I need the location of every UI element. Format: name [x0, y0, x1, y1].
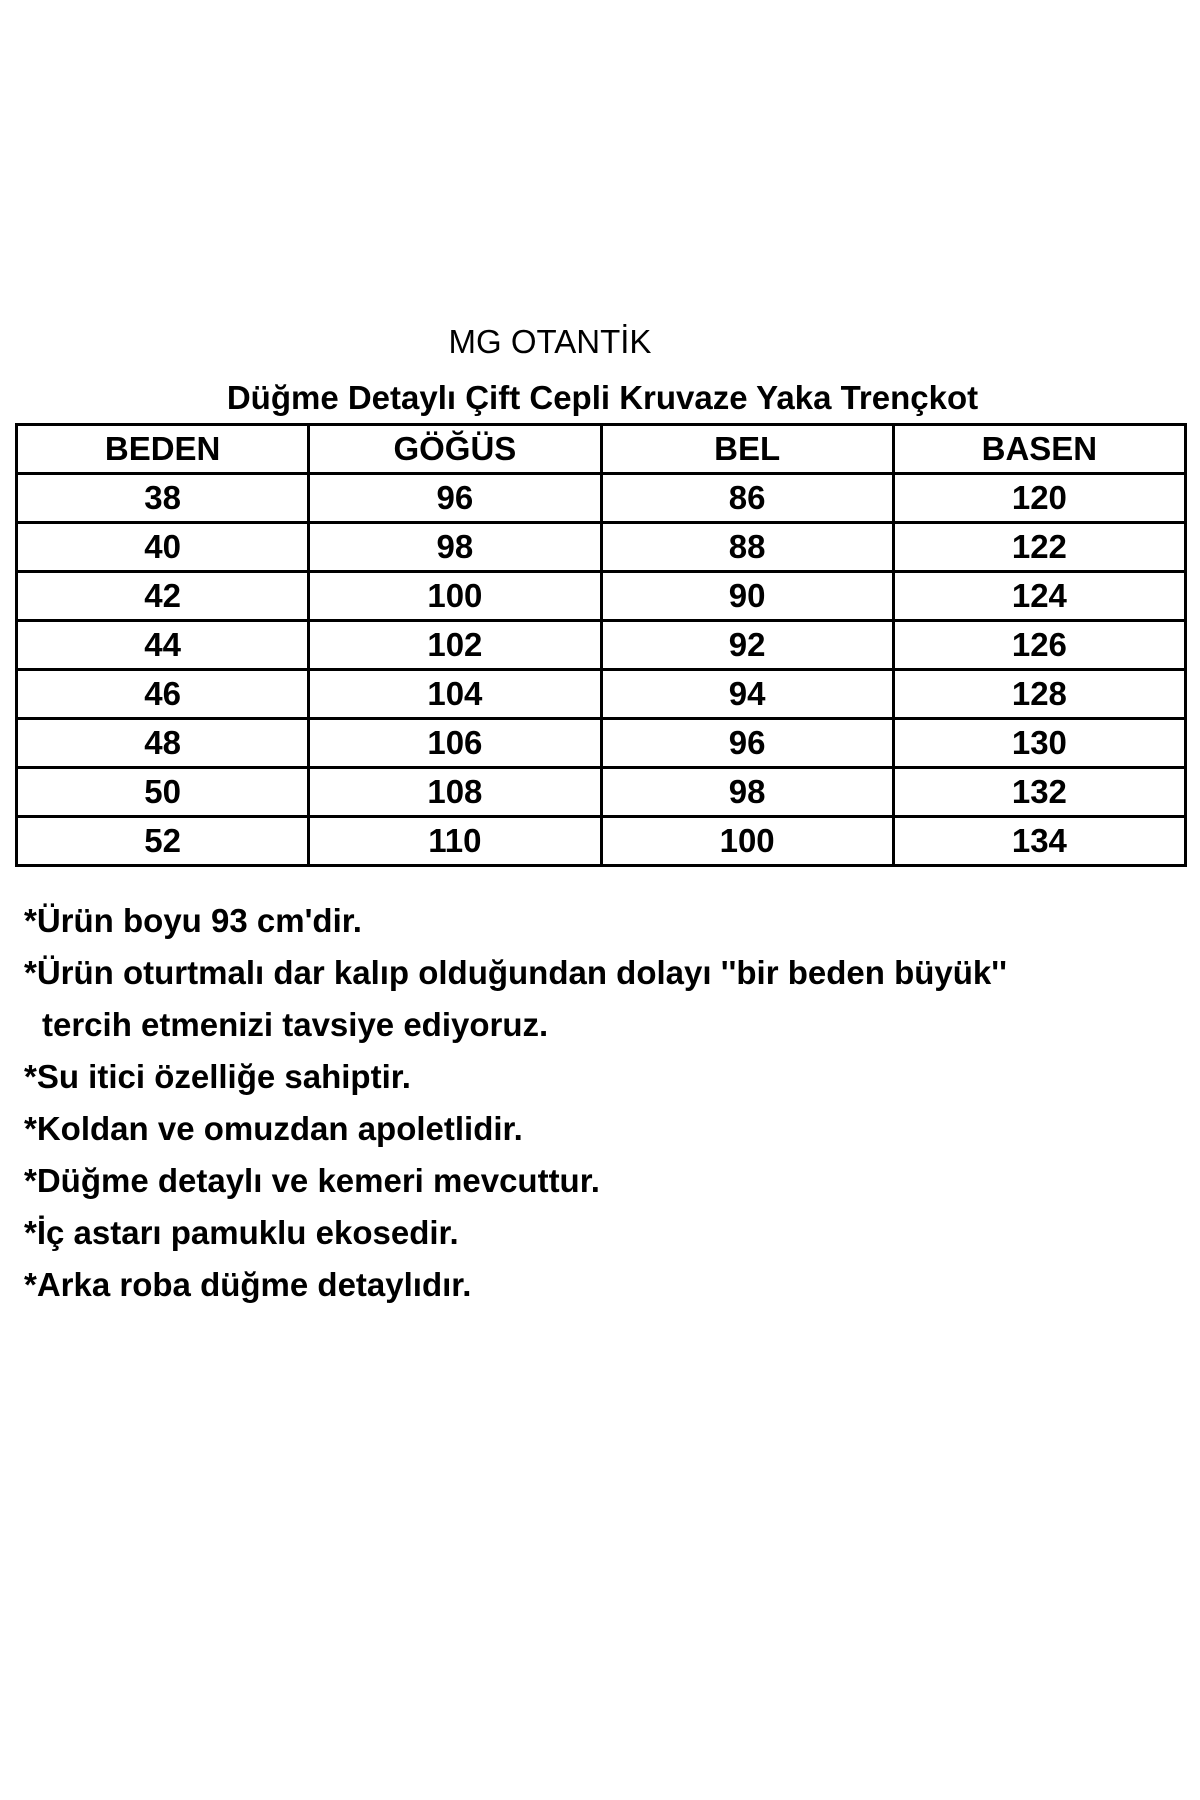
- table-cell: 90: [601, 572, 893, 621]
- product-notes: [24, 895, 1174, 1311]
- table-cell: 88: [601, 523, 893, 572]
- table-cell: 86: [601, 474, 893, 523]
- table-header-row: [17, 425, 1186, 474]
- table-cell: 96: [601, 719, 893, 768]
- table-cell: 94: [601, 670, 893, 719]
- table-row: [17, 768, 1186, 817]
- table-cell: 98: [309, 523, 601, 572]
- table-cell: 44: [17, 621, 309, 670]
- table-cell: 46: [17, 670, 309, 719]
- table-row: [17, 670, 1186, 719]
- table-cell: 52: [17, 817, 309, 866]
- table-cell: 130: [893, 719, 1185, 768]
- table-cell: 40: [17, 523, 309, 572]
- note-back-yoke: *Arka roba düğme detaylıdır.: [24, 1266, 472, 1303]
- table-row: [17, 474, 1186, 523]
- table-cell: 106: [309, 719, 601, 768]
- table-cell: 110: [309, 817, 601, 866]
- table-cell: 134: [893, 817, 1185, 866]
- note-buttons-belt: *Düğme detaylı ve kemeri mevcuttur.: [24, 1162, 600, 1199]
- table-row: [17, 621, 1186, 670]
- column-header-bel: BEL: [601, 425, 893, 474]
- table-row: [17, 523, 1186, 572]
- table-cell: 96: [309, 474, 601, 523]
- size-chart-table: [15, 423, 1187, 867]
- table-cell: 42: [17, 572, 309, 621]
- table-row: [17, 817, 1186, 866]
- table-cell: 132: [893, 768, 1185, 817]
- note-fit-line2: tercih etmenizi tavsiye ediyoruz.: [42, 1006, 549, 1043]
- note-water-repellent: *Su itici özelliğe sahiptir.: [24, 1058, 411, 1095]
- column-header-gogus: GÖĞÜS: [309, 425, 601, 474]
- column-header-beden: BEDEN: [17, 425, 309, 474]
- table-row: [17, 719, 1186, 768]
- table-cell: 102: [309, 621, 601, 670]
- table-cell: 126: [893, 621, 1185, 670]
- table-cell: 100: [309, 572, 601, 621]
- table-cell: 104: [309, 670, 601, 719]
- note-lining: *İç astarı pamuklu ekosedir.: [24, 1214, 459, 1251]
- table-cell: 50: [17, 768, 309, 817]
- note-fit-line1: *Ürün oturtmalı dar kalıp olduğundan dolayı ''bir beden büyük'': [24, 954, 1007, 991]
- note-length: *Ürün boyu 93 cm'dir.: [24, 902, 362, 939]
- table-cell: 100: [601, 817, 893, 866]
- table-cell: 92: [601, 621, 893, 670]
- table-cell: 98: [601, 768, 893, 817]
- brand-title: MG OTANTİK: [448, 323, 652, 360]
- table-cell: 120: [893, 474, 1185, 523]
- table-cell: 38: [17, 474, 309, 523]
- table-cell: 48: [17, 719, 309, 768]
- note-fit: [24, 947, 1174, 1051]
- column-header-basen: BASEN: [893, 425, 1185, 474]
- table-row: [17, 572, 1186, 621]
- table-cell: 108: [309, 768, 601, 817]
- table-cell: 128: [893, 670, 1185, 719]
- table-cell: 124: [893, 572, 1185, 621]
- product-title: Düğme Detaylı Çift Cepli Kruvaze Yaka Trençkot: [226, 379, 979, 416]
- table-cell: 122: [893, 523, 1185, 572]
- note-epaulettes: *Koldan ve omuzdan apoletlidir.: [24, 1110, 523, 1147]
